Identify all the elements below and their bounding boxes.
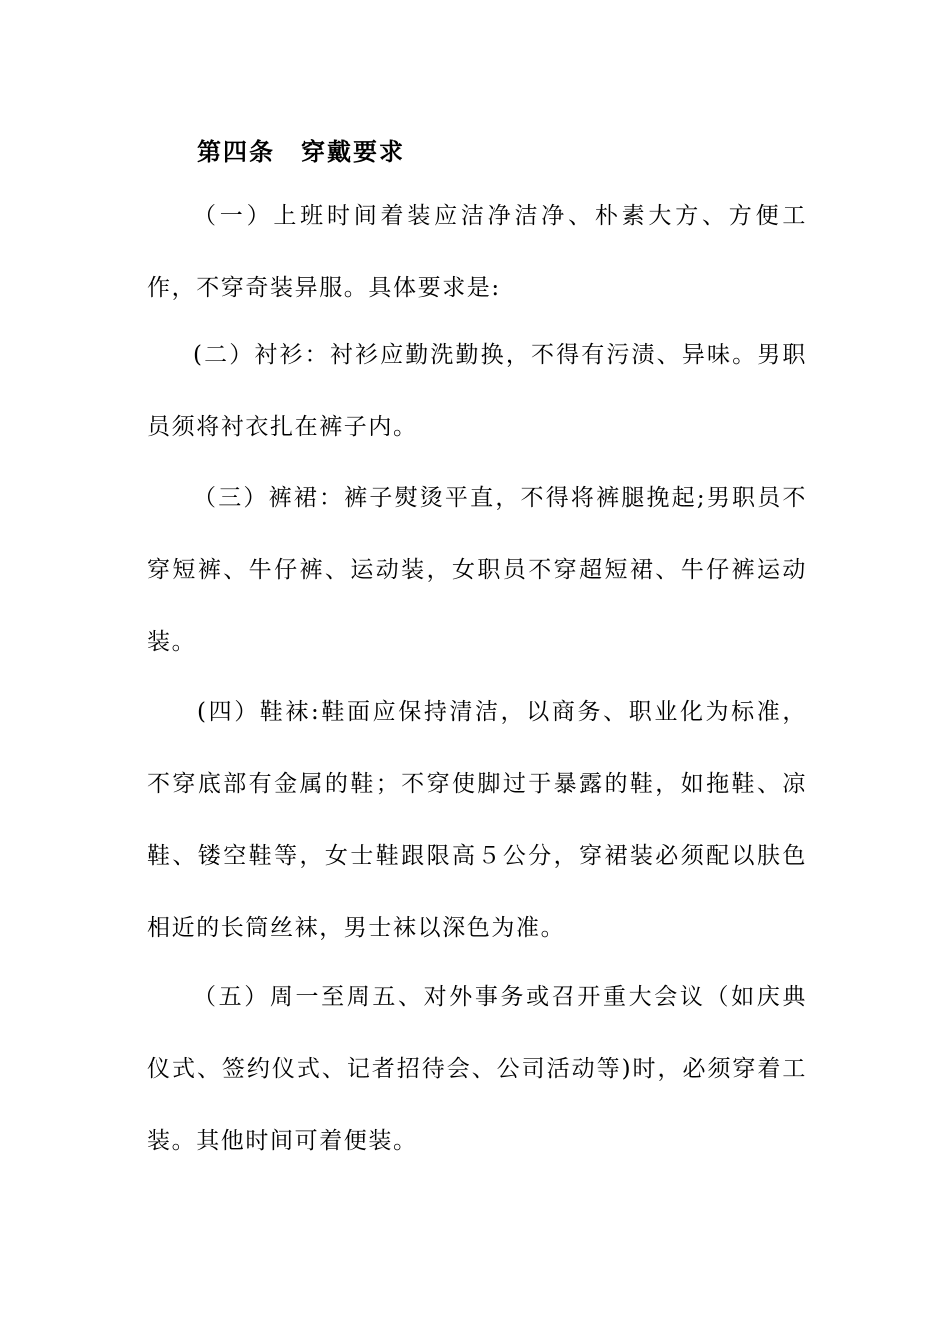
paragraph-work-uniform: （五）周一至周五、对外事务或召开重大会议（如庆典仪式、签约仪式、记者招待会、公司活动等)时，必须穿着工装。其他时间可着便装。 [147, 984, 807, 1154]
paragraph-general-attire: （一）上班时间着装应洁净洁净、朴素大方、方便工作，不穿奇装异服。具体要求是: [147, 203, 807, 301]
paragraph-shoes-socks: (四）鞋袜:鞋面应保持清洁，以商务、职业化为标准，不穿底部有金属的鞋；不穿使脚过于暴露的鞋，如拖鞋、凉鞋、镂空鞋等，女士鞋跟限高５公分，穿裙装必须配以肤色相近的长筒丝袜，男士袜以深色为准。 [147, 699, 807, 941]
article-heading: 第四条 穿戴要求 [197, 138, 405, 166]
paragraph-trousers-skirts: （三）裤裙：裤子熨烫平直，不得将裤腿挽起;男职员不穿短裤、牛仔裤、运动装，女职员不穿超短裙、牛仔裤运动装。 [147, 485, 807, 655]
paragraph-shirts: (二）衬衫：衬衫应勤洗勤换，不得有污渍、异味。男职员须将衬衣扎在裤子内。 [147, 342, 807, 440]
